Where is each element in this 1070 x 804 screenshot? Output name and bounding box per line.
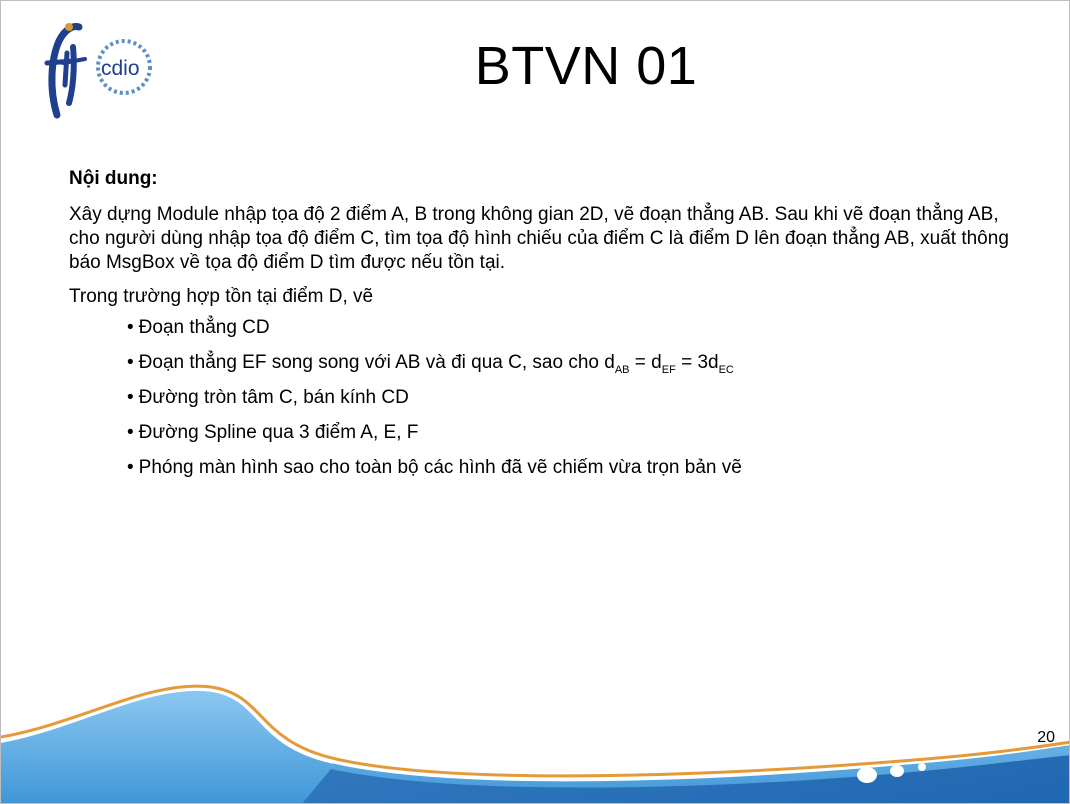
list-item: • Đường tròn tâm C, bán kính CD [127,387,409,408]
description-paragraph: Xây dựng Module nhập tọa độ 2 điểm A, B trong không gian 2D, vẽ đoạn thẳng AB. Sau khi vẽ đoạn thẳng AB, cho người dùng nhập tọa độ điểm C, tìm tọa độ hình chiếu của điểm C là điểm D lên đoạn thẳng AB, xuất thông báo MsgBox về tọa độ điểm D tìm được nếu tồn tại. [69,204,1009,273]
condition-paragraph: Trong trường hợp tồn tại điểm D, vẽ [69,286,374,307]
bullet-icon: • [127,387,134,408]
list-item: • Đoạn thẳng EF song song với AB và đi qua C, sao cho $d_{AB} = d_{EF} = 3d_{EC}$ [127,352,734,376]
slide-title: BTVN 01 [474,36,698,96]
list-item: • Đoạn thẳng CD [127,317,270,338]
bullet-icon: • [127,317,134,338]
list-item: • Đường Spline qua 3 điểm A, E, F [127,422,419,443]
slide-content [69,167,1029,490]
page-number: 20 [1037,729,1055,746]
bullet-icon: • [127,422,134,443]
svg-text:cdio: cdio [101,57,140,80]
bullet-icon: • [127,457,134,478]
bullet-icon: • [127,352,134,373]
footer-wave-decoration [1,673,1070,804]
fit-cdio-logo [39,19,179,134]
bullet-list [69,315,1029,480]
fit-logo-icon [39,19,179,134]
content-heading: Nội dung: [69,168,158,189]
list-item: • Phóng màn hình sao cho toàn bộ các hình đã vẽ chiếm vừa trọn bản vẽ [127,457,742,478]
